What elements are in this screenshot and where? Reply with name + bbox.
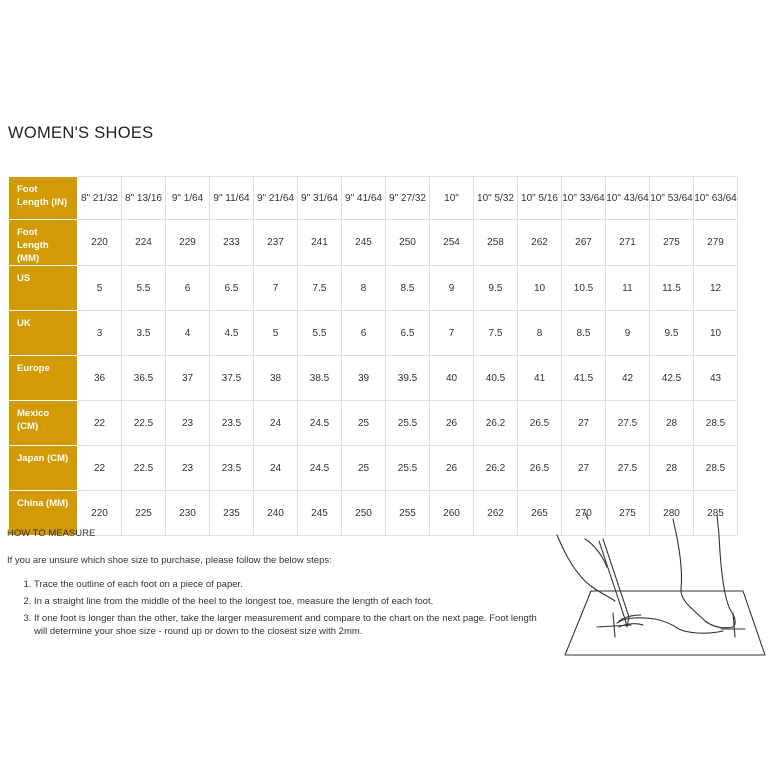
table-cell: 27 <box>562 401 606 446</box>
table-cell: 233 <box>210 220 254 266</box>
table-cell: 260 <box>430 491 474 536</box>
how-to-measure-intro: If you are unsure which shoe size to purchase, please follow the below steps: <box>7 555 332 566</box>
table-cell: 11 <box>606 266 650 311</box>
table-cell: 26 <box>430 446 474 491</box>
table-cell: 25.5 <box>386 401 430 446</box>
table-cell: 9" 41/64 <box>342 177 386 220</box>
table-cell: 28 <box>650 401 694 446</box>
table-cell: 255 <box>386 491 430 536</box>
how-to-measure-heading: HOW TO MEASURE <box>7 528 96 539</box>
table-cell: 24 <box>254 401 298 446</box>
table-cell: 245 <box>298 491 342 536</box>
table-cell: 8.5 <box>562 311 606 356</box>
table-cell: 27.5 <box>606 401 650 446</box>
table-cell: 23.5 <box>210 446 254 491</box>
table-cell: 7.5 <box>474 311 518 356</box>
table-cell: 262 <box>474 491 518 536</box>
table-cell: 6 <box>166 266 210 311</box>
table-cell: 240 <box>254 491 298 536</box>
table-cell: 10" 63/64 <box>694 177 738 220</box>
table-cell: 22.5 <box>122 401 166 446</box>
table-cell: 9 <box>430 266 474 311</box>
table-cell: 23 <box>166 446 210 491</box>
table-cell: 11.5 <box>650 266 694 311</box>
table-cell: 270 <box>562 491 606 536</box>
table-cell: 229 <box>166 220 210 266</box>
table-cell: 25 <box>342 446 386 491</box>
table-cell: 22 <box>78 446 122 491</box>
table-cell: 26 <box>430 401 474 446</box>
table-cell: 9" 27/32 <box>386 177 430 220</box>
table-cell: 39.5 <box>386 356 430 401</box>
table-cell: 245 <box>342 220 386 266</box>
table-cell: 27.5 <box>606 446 650 491</box>
table-cell: 37.5 <box>210 356 254 401</box>
table-cell: 41 <box>518 356 562 401</box>
table-cell: 275 <box>606 491 650 536</box>
table-row <box>9 311 738 356</box>
table-cell: 4 <box>166 311 210 356</box>
table-cell: 36.5 <box>122 356 166 401</box>
table-cell: 8" 21/32 <box>78 177 122 220</box>
table-cell: 38.5 <box>298 356 342 401</box>
table-cell: 9" 1/64 <box>166 177 210 220</box>
table-cell: 3 <box>78 311 122 356</box>
table-cell: 225 <box>122 491 166 536</box>
table-cell: 280 <box>650 491 694 536</box>
table-cell: 9.5 <box>650 311 694 356</box>
table-cell: 38 <box>254 356 298 401</box>
table-cell: 24.5 <box>298 401 342 446</box>
table-cell: 39 <box>342 356 386 401</box>
row-header: Foot Length (IN) <box>9 177 78 220</box>
table-cell: 258 <box>474 220 518 266</box>
table-cell: 42 <box>606 356 650 401</box>
table-cell: 12 <box>694 266 738 311</box>
row-header: US <box>9 266 78 311</box>
table-cell: 24.5 <box>298 446 342 491</box>
table-cell: 6.5 <box>210 266 254 311</box>
table-cell: 250 <box>342 491 386 536</box>
table-cell: 24 <box>254 446 298 491</box>
table-row <box>9 177 738 220</box>
row-header: Foot Length (MM) <box>9 220 78 266</box>
table-cell: 23.5 <box>210 401 254 446</box>
table-row <box>9 266 738 311</box>
step-item: 2. In a straight line from the middle of the heel to the longest toe, measure the length of each foot. <box>34 595 547 608</box>
table-cell: 265 <box>518 491 562 536</box>
table-cell: 9.5 <box>474 266 518 311</box>
table-cell: 10" 5/32 <box>474 177 518 220</box>
table-cell: 7 <box>430 311 474 356</box>
table-cell: 10 <box>518 266 562 311</box>
table-cell: 36 <box>78 356 122 401</box>
row-header: China (MM) <box>9 491 78 536</box>
table-cell: 8" 13/16 <box>122 177 166 220</box>
row-header: UK <box>9 311 78 356</box>
table-cell: 7 <box>254 266 298 311</box>
table-cell: 26.5 <box>518 446 562 491</box>
table-cell: 8 <box>342 266 386 311</box>
table-cell: 28.5 <box>694 446 738 491</box>
table-cell: 10" <box>430 177 474 220</box>
table-cell: 4.5 <box>210 311 254 356</box>
table-cell: 9 <box>606 311 650 356</box>
table-row <box>9 220 738 266</box>
table-cell: 22.5 <box>122 446 166 491</box>
table-cell: 5.5 <box>298 311 342 356</box>
table-cell: 28.5 <box>694 401 738 446</box>
table-cell: 267 <box>562 220 606 266</box>
table-cell: 8.5 <box>386 266 430 311</box>
table-cell: 10" 53/64 <box>650 177 694 220</box>
row-header: Europe <box>9 356 78 401</box>
table-row <box>9 446 738 491</box>
table-cell: 26.5 <box>518 401 562 446</box>
row-header: Japan (CM) <box>9 446 78 491</box>
table-cell: 220 <box>78 220 122 266</box>
how-to-measure-steps <box>7 578 547 638</box>
table-cell: 237 <box>254 220 298 266</box>
table-cell: 10 <box>694 311 738 356</box>
step-item: 1. Trace the outline of each foot on a piece of paper. <box>34 578 547 591</box>
table-cell: 25 <box>342 401 386 446</box>
how-to-measure-section <box>7 528 547 642</box>
table-cell: 42.5 <box>650 356 694 401</box>
table-cell: 9" 31/64 <box>298 177 342 220</box>
table-cell: 26.2 <box>474 401 518 446</box>
table-cell: 241 <box>298 220 342 266</box>
table-cell: 41.5 <box>562 356 606 401</box>
table-cell: 275 <box>650 220 694 266</box>
table-row <box>9 356 738 401</box>
table-cell: 43 <box>694 356 738 401</box>
table-cell: 285 <box>694 491 738 536</box>
table-cell: 279 <box>694 220 738 266</box>
table-cell: 6 <box>342 311 386 356</box>
table-cell: 9" 21/64 <box>254 177 298 220</box>
table-cell: 8 <box>518 311 562 356</box>
table-cell: 23 <box>166 401 210 446</box>
page-title: WOMEN'S SHOES <box>8 124 154 142</box>
table-cell: 254 <box>430 220 474 266</box>
table-cell: 3.5 <box>122 311 166 356</box>
table-cell: 22 <box>78 401 122 446</box>
table-cell: 25.5 <box>386 446 430 491</box>
step-item: 3. If one foot is longer than the other, take the larger measurement and compare to the chart on the next page. Foot length will determine your shoe size - round up or down to the closest size with 2mm. <box>34 612 547 638</box>
table-cell: 5 <box>78 266 122 311</box>
table-cell: 26.2 <box>474 446 518 491</box>
table-cell: 40.5 <box>474 356 518 401</box>
table-cell: 10.5 <box>562 266 606 311</box>
table-cell: 5.5 <box>122 266 166 311</box>
table-cell: 28 <box>650 446 694 491</box>
table-cell: 9" 11/64 <box>210 177 254 220</box>
table-cell: 230 <box>166 491 210 536</box>
table-cell: 7.5 <box>298 266 342 311</box>
table-cell: 224 <box>122 220 166 266</box>
row-header: Mexico (CM) <box>9 401 78 446</box>
table-cell: 37 <box>166 356 210 401</box>
table-cell: 220 <box>78 491 122 536</box>
foot-measure-illustration <box>555 505 767 663</box>
table-cell: 6.5 <box>386 311 430 356</box>
table-cell: 5 <box>254 311 298 356</box>
table-cell: 10" 33/64 <box>562 177 606 220</box>
table-row <box>9 401 738 446</box>
table-cell: 10" 5/16 <box>518 177 562 220</box>
size-chart-table <box>8 176 738 536</box>
table-cell: 262 <box>518 220 562 266</box>
table-cell: 235 <box>210 491 254 536</box>
table-cell: 10" 43/64 <box>606 177 650 220</box>
table-cell: 250 <box>386 220 430 266</box>
table-cell: 271 <box>606 220 650 266</box>
table-cell: 40 <box>430 356 474 401</box>
table-cell: 27 <box>562 446 606 491</box>
